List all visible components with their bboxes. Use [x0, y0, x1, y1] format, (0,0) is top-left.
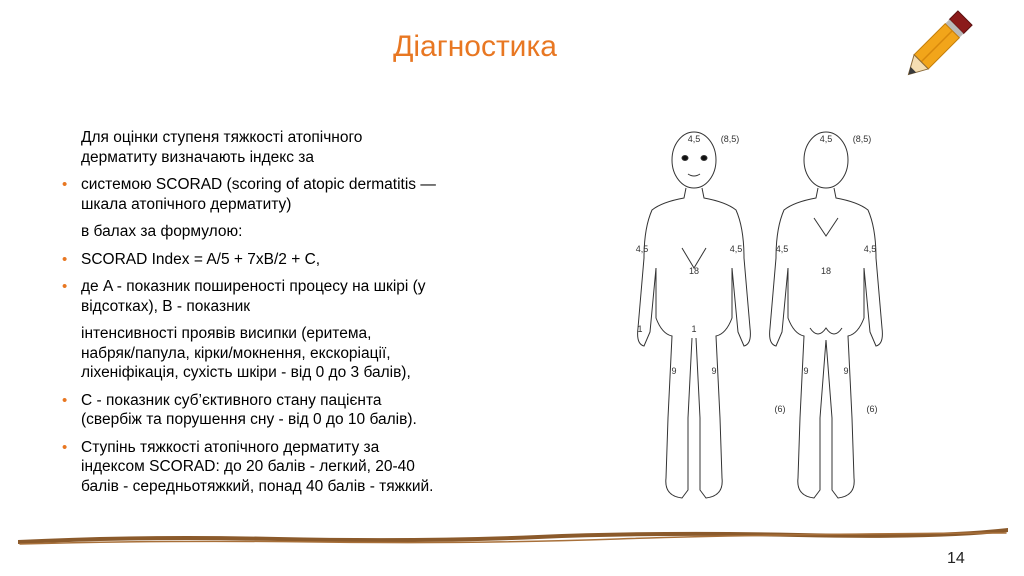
pencil-icon: [893, 4, 979, 90]
label-front-head-alt: (8,5): [720, 134, 740, 144]
bullet-icon: •: [62, 250, 68, 268]
bullet-icon: •: [62, 438, 68, 456]
paragraph-text: C - показник суб’єктивного стану пацієнта (свербіж та порушення сну - від 0 до 10 балів).: [81, 391, 417, 428]
paragraph-intro: [62, 128, 522, 167]
label-front-genital: 1: [691, 324, 697, 334]
paragraph-b-definition: [62, 324, 522, 383]
paragraph-text: Для оцінки ступеня тяжкості атопічного дерматиту визначають індекс за: [81, 129, 363, 166]
paragraph-text: системою SCORAD (scoring of atopic dermatitis — шкала атопічного дерматиту): [81, 176, 436, 213]
label-back-leg-alt-right: (6): [866, 404, 878, 414]
bullet-item-severity: [62, 438, 522, 497]
bullet-item-scorad: [62, 175, 522, 214]
label-back-arm-left: 4,5: [775, 244, 789, 254]
label-back-trunk: 18: [820, 266, 832, 276]
paragraph-text: інтенсивності проявів висипки (еритема, набряк/папула, кірки/мокнення, екскоріації, ліхеніфікація, сухість шкіри - від 0 до 3 балів),: [81, 325, 411, 381]
bullet-item-formula: [62, 250, 522, 270]
label-front-arm-left: 4,5: [635, 244, 649, 254]
label-front-leg-right: 9: [711, 366, 717, 376]
back-body-figure: [770, 132, 883, 498]
paragraph-text: в балах за формулою:: [81, 223, 243, 240]
label-front-head: 4,5: [687, 134, 701, 144]
paragraph-text: де A - показник поширеності процесу на шкірі (у відсотках), B - показник: [81, 278, 426, 315]
paragraph-text: Ступінь тяжкості атопічного дерматиту за індексом SCORAD: до 20 балів - легкий, 20-40 балів - середньотяжкий, понад 40 балів - тяжкий.: [81, 438, 434, 495]
region-labels: [636, 134, 878, 414]
paragraph-formula-intro: [62, 222, 522, 242]
bullet-item-c-definition: [62, 391, 522, 430]
bullet-icon: •: [62, 278, 68, 295]
front-body-figure: [635, 132, 751, 498]
label-back-arm-right: 4,5: [863, 244, 877, 254]
bullet-icon: •: [62, 176, 68, 193]
label-back-leg-left: 9: [803, 366, 809, 376]
label-front-trunk: 18: [688, 266, 700, 276]
label-back-leg-alt-left: (6): [774, 404, 786, 414]
page-number: 14: [947, 550, 965, 567]
label-back-head: 4,5: [819, 134, 833, 144]
bullet-icon: •: [62, 391, 68, 409]
label-back-head-alt: (8,5): [852, 134, 872, 144]
text-content: [62, 128, 522, 504]
paragraph-text: SCORAD Index = A/5 + 7хB/2 + C,: [81, 250, 321, 268]
label-front-arm-right: 4,5: [729, 244, 743, 254]
slide-title: Діагностика: [393, 30, 557, 63]
label-front-leg-left: 9: [671, 366, 677, 376]
label-front-hand: 1: [637, 324, 643, 334]
scorad-body-diagram: [622, 118, 892, 508]
bullet-item-a-definition: [62, 277, 522, 316]
label-back-leg-right: 9: [843, 366, 849, 376]
decorative-divider: [18, 520, 1008, 550]
